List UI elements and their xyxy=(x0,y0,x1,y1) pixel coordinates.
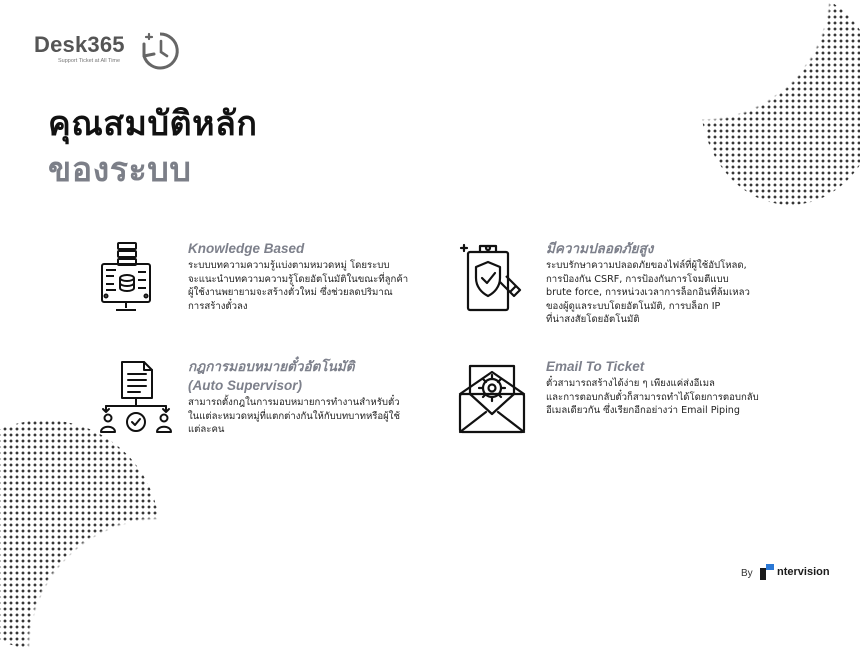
desc-line: ระบบรักษาความปลอดภัยของไฟล์ที่ผู้ใช้อัปโหลด, xyxy=(546,260,747,271)
feature-description xyxy=(188,259,408,313)
desc-line: การป้องกัน CSRF, การป้องกันการโจมตีแบบ xyxy=(546,273,729,285)
security-clipboard-icon xyxy=(456,240,526,316)
feature-title: มีความปลอดภัยสูง xyxy=(546,241,654,256)
feature-auto-supervisor xyxy=(98,358,418,448)
feature-description xyxy=(546,259,750,327)
desc-line: ผู้ใช้งานพยายามจะสร้างตั๋วใหม่ ซึ่งช่วยลดปริมาณ xyxy=(188,287,393,299)
dot-pattern-top-right xyxy=(700,0,860,205)
feature-description xyxy=(188,396,400,437)
feature-knowledge-based xyxy=(98,240,408,320)
intervision-logo-icon xyxy=(757,562,777,582)
email-gear-icon xyxy=(456,358,528,436)
desc-line: สามารถตั้งกฎในการมอบหมายการทำงานสำหรับตั๋ว xyxy=(188,397,400,408)
desc-line: ตั๋วสามารถสร้างได้ง่าย ๆ เพียงแค่ส่งอีเมล xyxy=(546,378,715,389)
feature-title-secondary: (Auto Supervisor) xyxy=(188,378,303,393)
desc-line: ระบบบทความความรู้แบ่งตามหมวดหมู่ โดยระบบ xyxy=(188,260,390,271)
feature-title: Email To Ticket xyxy=(546,359,645,374)
desc-line: brute force, การหน่วงเวลาการล็อกอินที่ล้มเหลว xyxy=(546,287,750,299)
dot-pattern-bottom-left xyxy=(0,420,160,650)
feature-email-to-ticket xyxy=(456,358,776,438)
clock-refresh-icon xyxy=(138,30,182,72)
data-server-icon xyxy=(98,240,154,314)
desc-line: ในแต่ละหมวดหมู่ที่แตกต่างกันให้กับบทบาทหรือผู้ใช้ xyxy=(188,410,400,422)
brand-tagline: Support Ticket at All Time xyxy=(58,58,121,64)
desc-line: และการตอบกลับตั๋วก็สามารถทำได้โดยการตอบกลับ xyxy=(546,391,759,403)
feature-title: กฎการมอบหมายตั๋วอัตโนมัติ xyxy=(188,359,355,374)
by-label: By xyxy=(741,568,753,579)
desc-line: แต่ละคน xyxy=(188,424,225,436)
company-name: ntervision xyxy=(777,566,830,578)
desc-line: ที่น่าสงสัยโดยอัตโนมัติ xyxy=(546,314,640,326)
desc-line: อีเมลเดียวกัน ซึ่งเรียกอีกอย่างว่า Email Piping xyxy=(546,405,740,417)
desk365-logo xyxy=(34,30,184,74)
desc-line: ของผู้ดูแลระบบโดยอัตโนมัติ, การบล็อก IP xyxy=(546,300,721,312)
feature-title: Knowledge Based xyxy=(188,241,305,256)
feature-security xyxy=(456,240,776,335)
desc-line: การสร้างตั๋วลง xyxy=(188,300,248,312)
document-assign-icon xyxy=(98,358,174,436)
brand-name: Desk365 xyxy=(34,32,125,57)
page-subtitle: ของระบบ xyxy=(48,150,192,190)
feature-description xyxy=(546,377,759,418)
page-title: คุณสมบัติหลัก xyxy=(48,104,258,144)
desc-line: จะแนะนำบทความความรู้โดยอัตโนมัติในขณะที่ลูกค้า xyxy=(188,273,409,285)
